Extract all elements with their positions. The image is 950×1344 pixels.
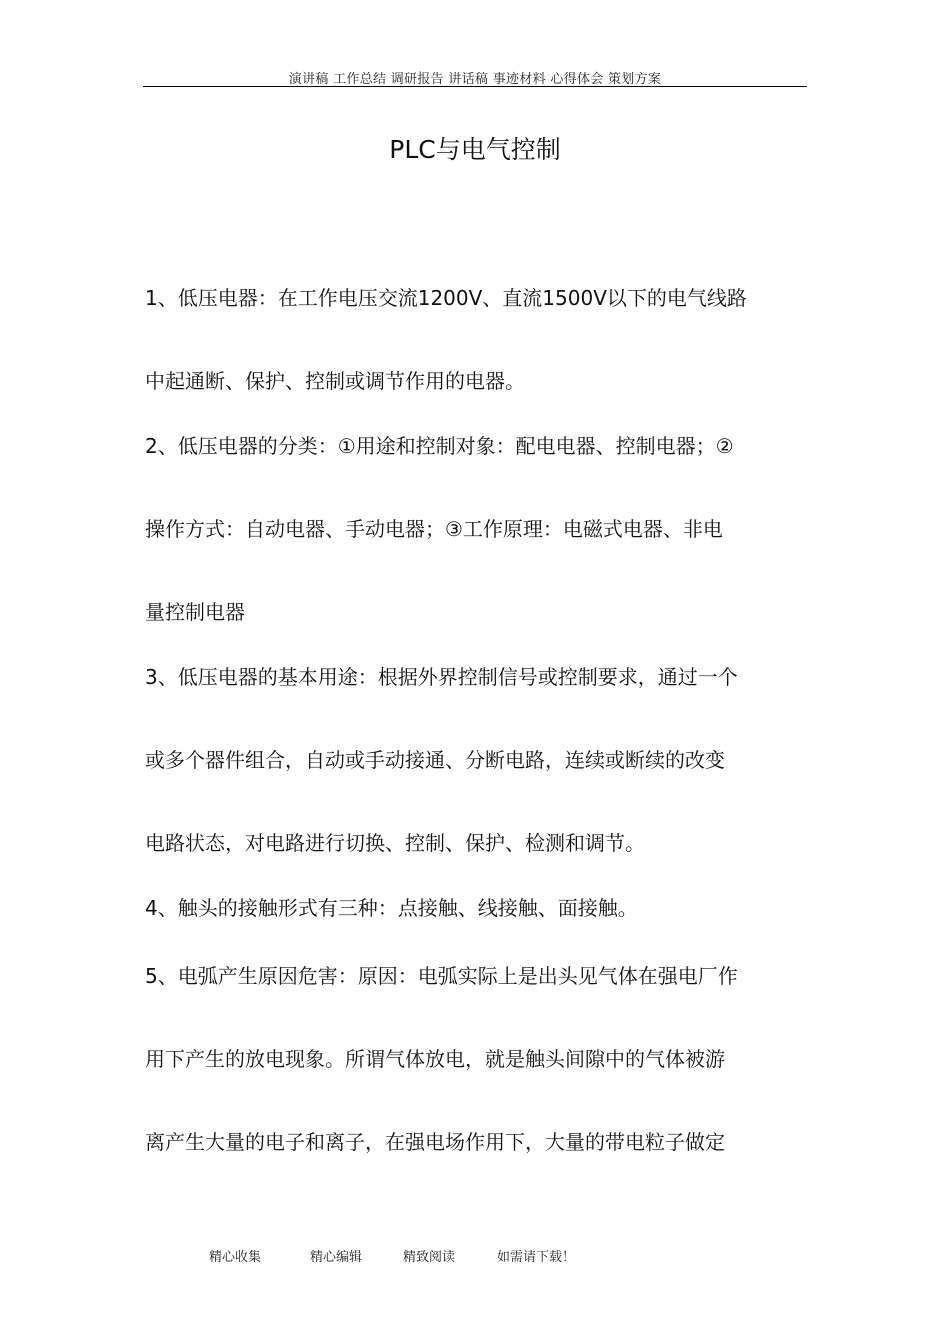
footer-item: 精心编辑 [310, 1250, 363, 1265]
body-line: 2、低压电器的分类：①用途和控制对象：配电电器、控制电器；② [145, 434, 734, 458]
footer-item: 如需请下载！ [497, 1250, 576, 1265]
body-line: 3、低压电器的基本用途：根据外界控制信号或控制要求，通过一个 [145, 665, 738, 689]
footer-item: 精致阅读 [403, 1250, 456, 1265]
body-line: 4、触头的接触形式有三种：点接触、线接触、面接触。 [145, 896, 638, 920]
header-divider [143, 86, 807, 87]
body-line: 离产生大量的电子和离子，在强电场作用下，大量的带电粒子做定 [145, 1130, 725, 1154]
body-line: 电路状态，对电路进行切换、控制、保护、检测和调节。 [145, 831, 645, 855]
page-header: 演讲稿 工作总结 调研报告 讲话稿 事迹材料 心得体会 策划方案 [288, 72, 662, 87]
footer-item: 精心收集 [209, 1250, 262, 1265]
body-line: 量控制电器 [145, 600, 245, 624]
body-line: 1、低压电器：在工作电压交流1200V、直流1500V以下的电气线路 [145, 286, 747, 310]
document-title: PLC与电气控制 [389, 135, 561, 164]
body-line: 5、电弧产生原因危害：原因：电弧实际上是出头见气体在强电厂作 [145, 964, 738, 988]
body-line: 中起通断、保护、控制或调节作用的电器。 [145, 369, 525, 393]
body-line: 用下产生的放电现象。所谓气体放电，就是触头间隙中的气体被游 [145, 1047, 725, 1071]
body-line: 或多个器件组合，自动或手动接通、分断电路，连续或断续的改变 [145, 748, 725, 772]
body-line: 操作方式：自动电器、手动电器；③工作原理：电磁式电器、非电 [145, 517, 723, 541]
